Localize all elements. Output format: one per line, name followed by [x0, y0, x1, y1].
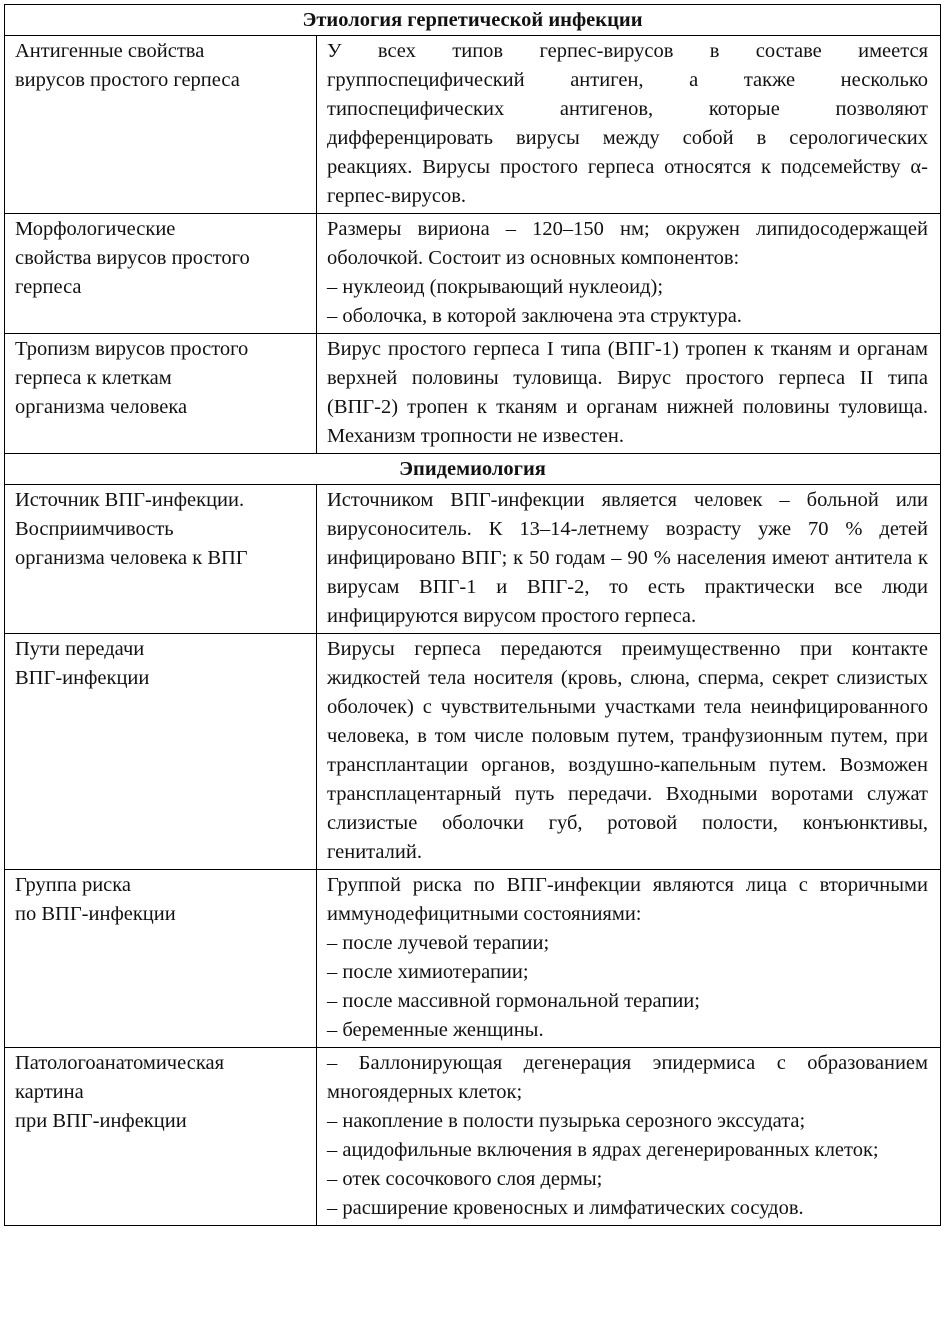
- paragraph: Размеры вириона – 120–150 нм; окружен липидосодержащей оболочкой. Состоит из основных компонентов:: [327, 218, 928, 269]
- row-label: Антигенные свойства вирусов простого герпеса: [5, 36, 317, 214]
- paragraph: Вирусы герпеса передаются преимущественно при контакте жидкостей тела носителя (кровь, слюна, сперма, секрет слизистых оболочек) с чувствительными участками тела неинфицированного человека, в том числе половым путем, транфузионным путем, при трансплантации органов, воздушно-капельным путем. Возможен трансплацентарный путь передачи. Входными воротами служат слизистые оболочки губ, ротовой полости, конъюнктивы, гениталий.: [327, 638, 928, 863]
- section-title-epidemiology: Эпидемиология: [5, 454, 941, 485]
- row-label: Морфологические свойства вирусов простого герпеса: [5, 214, 317, 334]
- paragraph: Вирус простого герпеса I типа (ВПГ-1) тропен к тканям и органам верхней половины туловища. Вирус простого герпеса II типа (ВПГ-2) тропен к тканям и органам нижней половины туловища. Механизм тропности не известен.: [327, 338, 928, 447]
- herpes-info-table: [4, 4, 941, 1226]
- row-content: [317, 870, 941, 1048]
- list-item: – отек сосочкового слоя дермы;: [327, 1168, 603, 1190]
- list-item: – расширение кровеносных и лимфатических сосудов.: [327, 1197, 804, 1219]
- row-content: [317, 36, 941, 214]
- table-row: [5, 36, 941, 214]
- list-item: – после лучевой терапии;: [327, 932, 550, 954]
- row-content: [317, 214, 941, 334]
- row-content: [317, 485, 941, 634]
- list-item: – ацидофильные включения в ядрах дегенерированных клеток;: [327, 1139, 879, 1161]
- paragraph: Группой риска по ВПГ-инфекции являются лица с вторичными иммунодефицитными состояниями:: [327, 874, 928, 925]
- paragraph: У всех типов герпес-вирусов в составе имеется группоспецифический антиген, а также несколько типоспецифических антигенов, которые позволяют дифференцировать вирусы между собой в серологических реакциях. Вирусы простого герпеса относятся к подсемейству α-герпес-вирусов.: [327, 40, 928, 207]
- list-item: – после массивной гормональной терапии;: [327, 990, 700, 1012]
- list-item: – беременные женщины.: [327, 1019, 544, 1041]
- table-row: [5, 214, 941, 334]
- list-item: – оболочка, в которой заключена эта структура.: [327, 305, 742, 327]
- row-content: [317, 1048, 941, 1226]
- table-row: [5, 870, 941, 1048]
- table-row: [5, 485, 941, 634]
- list-item: – накопление в полости пузырька серозного экссудата;: [327, 1110, 806, 1132]
- row-label: Пути передачи ВПГ-инфекции: [5, 634, 317, 870]
- row-label: Группа риска по ВПГ-инфекции: [5, 870, 317, 1048]
- section-title-etiology: Этиология герпетической инфекции: [5, 5, 941, 36]
- row-label: Тропизм вирусов простого герпеса к клеткам организма человека: [5, 334, 317, 454]
- row-content: [317, 334, 941, 454]
- list-item: – после химиотерапии;: [327, 961, 529, 983]
- table-row: [5, 334, 941, 454]
- table-row: [5, 1048, 941, 1226]
- paragraph: Источником ВПГ-инфекции является человек – больной или вирусоноситель. К 13–14-летнему возрасту уже 70 % детей инфицировано ВПГ; к 50 годам – 90 % населения имеют антитела к вирусам ВПГ-1 и ВПГ-2, то есть практически все люди инфицируются вирусом простого герпеса.: [327, 489, 928, 627]
- row-content: [317, 634, 941, 870]
- row-label: Патологоанатомическая картина при ВПГ-инфекции: [5, 1048, 317, 1226]
- table-row: [5, 634, 941, 870]
- row-label: Источник ВПГ-инфекции. Восприимчивость организма человека к ВПГ: [5, 485, 317, 634]
- list-item: – Баллонирующая дегенерация эпидермиса с образованием многоядерных клеток;: [327, 1052, 928, 1103]
- list-item: – нуклеоид (покрывающий нуклеоид);: [327, 276, 664, 298]
